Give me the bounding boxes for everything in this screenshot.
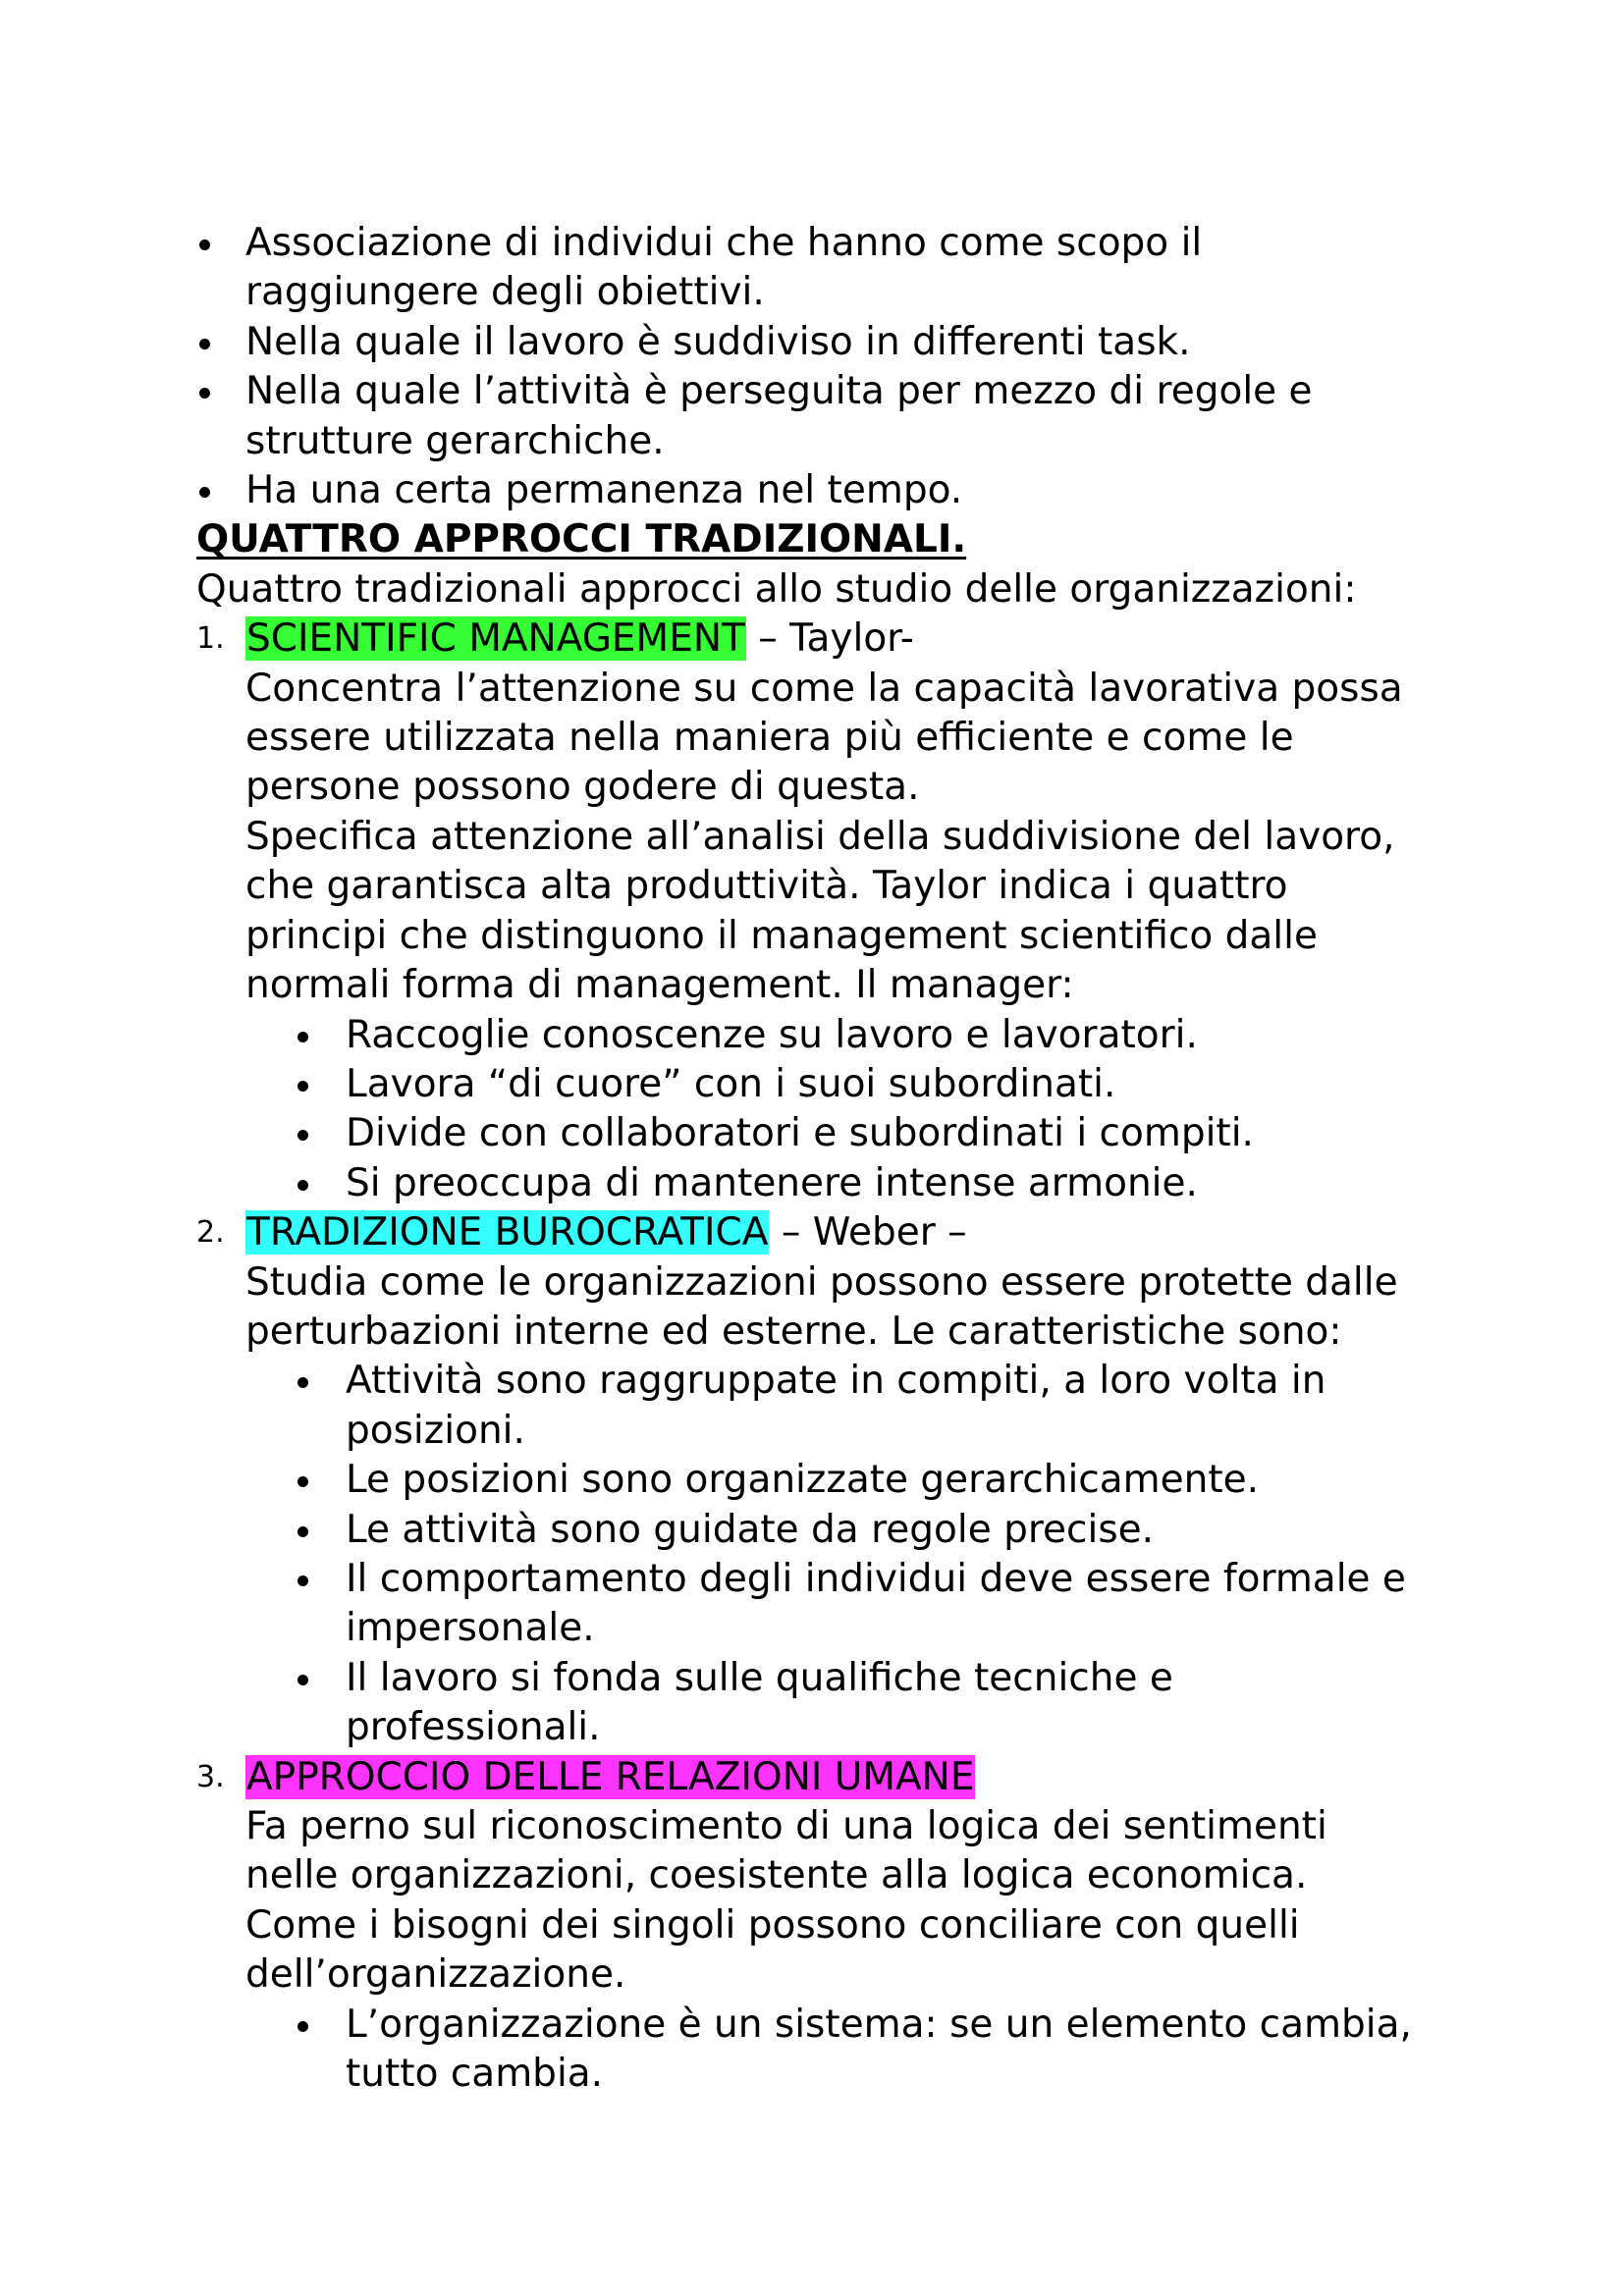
- list-item: [196, 219, 1473, 318]
- list-item: [296, 1456, 1473, 1505]
- paragraph-line: perturbazioni interne ed esterne. Le caratteristiche sono:: [245, 1308, 1342, 1354]
- list-item-text: impersonale.: [346, 1606, 595, 1651]
- list-item-text: Le attività sono guidate da regole precise.: [346, 1507, 1155, 1552]
- list-item: [296, 1109, 1473, 1158]
- bullet-icon: [298, 1575, 308, 1586]
- list-item-text: Ha una certa permanenza nel tempo.: [245, 468, 963, 513]
- list-number: 2.: [196, 1215, 225, 1251]
- bullet-icon: [298, 1675, 308, 1685]
- list-item-text: L’organizzazione è un sistema: se un elemento cambia,: [346, 2002, 1412, 2047]
- approach-bureaucratic-tradition: [196, 1208, 1473, 1357]
- paragraph-line: normali forma di management. Il manager:: [245, 963, 1074, 1008]
- bullet-icon: [298, 1130, 308, 1141]
- highlighted-title: TRADIZIONE BUROCRATICA: [246, 1210, 769, 1255]
- list-item-text: Nella quale il lavoro è suddiviso in differenti task.: [245, 319, 1191, 364]
- sub-bullet-list: [196, 1357, 1473, 1752]
- bullet-icon: [199, 388, 210, 399]
- bullet-icon: [298, 1032, 308, 1042]
- list-item-text: Lavora “di cuore” con i suoi subordinati.: [346, 1061, 1116, 1106]
- bullet-icon: [199, 339, 210, 349]
- paragraph-line: che garantisca alta produttività. Taylor indica i quattro: [245, 864, 1288, 909]
- bullet-icon: [298, 1476, 308, 1487]
- sub-bullet-list: [196, 2001, 1473, 2100]
- section-intro: Quattro tradizionali approcci allo studio delle organizzazioni:: [196, 566, 1357, 612]
- list-item-text: Si preoccupa di mantenere intense armonie.: [346, 1160, 1198, 1205]
- title-suffix: – Taylor-: [745, 616, 914, 662]
- highlighted-title: SCIENTIFIC MANAGEMENT: [246, 616, 745, 662]
- list-item: [296, 1654, 1473, 1753]
- list-item: [296, 1159, 1473, 1208]
- document-content: [196, 219, 1473, 2099]
- list-item-text: professionali.: [346, 1705, 601, 1750]
- bullet-icon: [199, 487, 210, 498]
- list-item-text: Divide con collaboratori e subordinati i compiti.: [346, 1111, 1254, 1156]
- list-item: [196, 466, 1473, 515]
- intro-bullet-list: [196, 219, 1473, 515]
- list-number: 1.: [196, 621, 225, 657]
- bullet-icon: [298, 2021, 308, 2032]
- approach-human-relations: [196, 1753, 1473, 2001]
- paragraph-line: Fa perno sul riconoscimento di una logica dei sentimenti: [245, 1804, 1327, 1848]
- title-suffix: – Weber –: [769, 1210, 967, 1255]
- list-item-text: Attività sono raggruppate in compiti, a loro volta in: [346, 1359, 1326, 1404]
- paragraph-line: principi che distinguono il management scientifico dalle: [245, 913, 1318, 958]
- highlighted-title: APPROCCIO DELLE RELAZIONI UMANE: [246, 1754, 975, 1799]
- paragraph-line: Come i bisogni dei singoli possono conciliare con quelli: [245, 1902, 1300, 1948]
- list-item: [196, 318, 1473, 367]
- list-item-text: Associazione di individui che hanno come scopo il: [245, 221, 1203, 265]
- paragraph-line: Studia come le organizzazioni possono essere protette dalle: [245, 1259, 1398, 1305]
- paragraph-line: persone possono godere di questa.: [245, 765, 920, 810]
- list-item: [296, 1357, 1473, 1456]
- paragraph-line: Specifica attenzione all’analisi della suddivisione del lavoro,: [245, 814, 1395, 859]
- section-heading: QUATTRO APPROCCI TRADIZIONALI.: [196, 517, 967, 562]
- list-item-text: posizioni.: [346, 1408, 525, 1453]
- list-item-text: Il lavoro si fonda sulle qualifiche tecniche e: [346, 1655, 1173, 1700]
- paragraph-line: dell’organizzazione.: [245, 1952, 626, 1998]
- list-item: [296, 1060, 1473, 1109]
- list-item: [296, 1011, 1473, 1060]
- list-item-text: tutto cambia.: [346, 2052, 604, 2097]
- list-item-text: Il comportamento degli individui deve essere formale e: [346, 1556, 1406, 1601]
- paragraph-line: Concentra l’attenzione su come la capacità lavorativa possa: [245, 666, 1403, 711]
- bullet-icon: [298, 1180, 308, 1191]
- list-item: [196, 367, 1473, 466]
- bullet-icon: [298, 1081, 308, 1092]
- bullet-icon: [298, 1377, 308, 1388]
- list-item-text: raggiungere degli obiettivi.: [245, 270, 765, 315]
- approach-scientific-management: [196, 614, 1473, 1010]
- sub-bullet-list: [196, 1011, 1473, 1209]
- list-item-text: Nella quale l’attività è perseguita per mezzo di regole e: [245, 369, 1313, 414]
- list-item-text: Raccoglie conoscenze su lavoro e lavoratori.: [346, 1012, 1198, 1057]
- paragraph-line: essere utilizzata nella maniera più efficiente e come le: [245, 716, 1294, 761]
- list-item: [296, 2001, 1473, 2100]
- bullet-icon: [199, 240, 210, 250]
- list-number: 3.: [196, 1759, 225, 1794]
- list-item-text: Le posizioni sono organizzate gerarchicamente.: [346, 1458, 1260, 1503]
- list-item-text: strutture gerarchiche.: [245, 418, 665, 463]
- list-item: [296, 1506, 1473, 1555]
- bullet-icon: [298, 1526, 308, 1537]
- paragraph-line: nelle organizzazioni, coesistente alla logica economica.: [245, 1853, 1308, 1898]
- list-item: [296, 1555, 1473, 1654]
